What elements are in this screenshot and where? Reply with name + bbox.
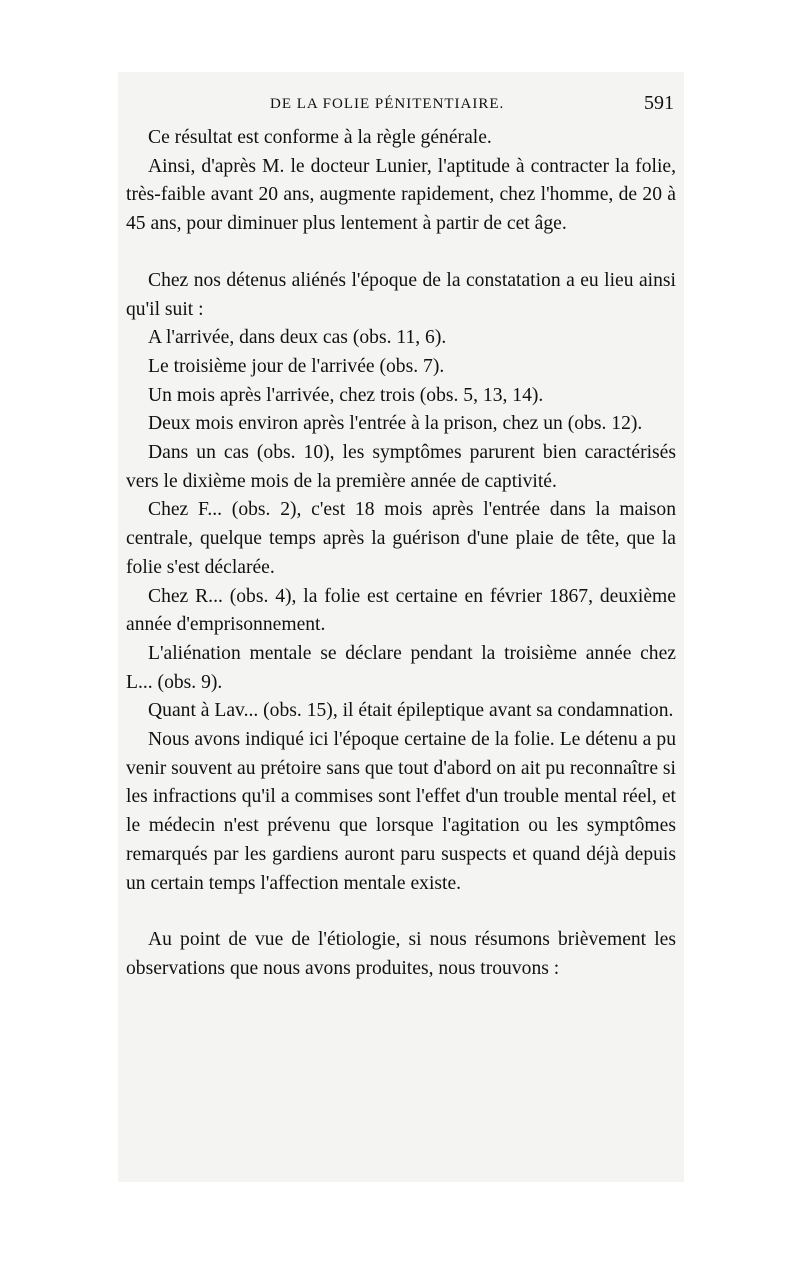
paragraph: Un mois après l'arrivée, chez trois (obs. 5, 13, 14). [148, 384, 544, 406]
page-header [120, 92, 680, 118]
paragraph: Chez F... (obs. 2), c'est 18 mois après l'entrée dans la maison centrale, quelque temps après la guérison d'une plaie de tête, que la folie s'est déclarée. [126, 499, 676, 578]
paragraph: A l'arrivée, dans deux cas (obs. 11, 6). [148, 327, 447, 349]
paragraph-gap [126, 898, 676, 926]
paragraph: Le troisième jour de l'arrivée (obs. 7). [148, 355, 445, 377]
paragraph-gap [126, 239, 676, 267]
paragraph: Ainsi, d'après M. le docteur Lunier, l'aptitude à contracter la folie, très-faible avant 20 ans, augmente rapidement, chez l'homme, de 20 à 45 ans, pour diminuer plus lentement à partir de cet âge. [126, 155, 676, 235]
paragraph: Deux mois environ après l'entrée à la prison, chez un (obs. 12). [148, 413, 643, 435]
paragraph: Chez R... (obs. 4), la folie est certaine en février 1867, deuxième année d'emprisonnement. [126, 585, 676, 636]
paragraph: Dans un cas (obs. 10), les symptômes parurent bien caractérisés vers le dixième mois de la première année de captivité. [126, 442, 676, 492]
paragraph: Nous avons indiqué ici l'époque certaine de la folie. Le détenu a pu venir souvent au prétoire sans que tout d'abord on ait pu reconnaître si les infractions qu'il a commises sont l'effet d'un trouble mental réel, et le médecin n'est prévenu que lorsque l'agitation ou les symptômes remarqués par les gardiens auront paru suspects et quand déjà depuis un certain temps l'affection mentale existe. [126, 729, 676, 894]
paragraph: Ce résultat est conforme à la règle générale. [148, 127, 492, 148]
paragraph: Au point de vue de l'étiologie, si nous résumons brièvement les observations que nous avons produites, nous trouvons : [126, 929, 676, 979]
body-text [126, 124, 676, 984]
paragraph: Chez nos détenus aliénés l'époque de la constatation a eu lieu ainsi qu'il suit : [126, 269, 676, 320]
page-number: 591 [644, 92, 674, 114]
paragraph: L'aliénation mentale se déclare pendant la troisième année chez L... (obs. 9). [126, 642, 676, 693]
running-head: DE LA FOLIE PÉNITENTIAIRE. [270, 96, 505, 112]
paragraph: Quant à Lav... (obs. 15), il était épileptique avant sa condamnation. [148, 700, 674, 722]
